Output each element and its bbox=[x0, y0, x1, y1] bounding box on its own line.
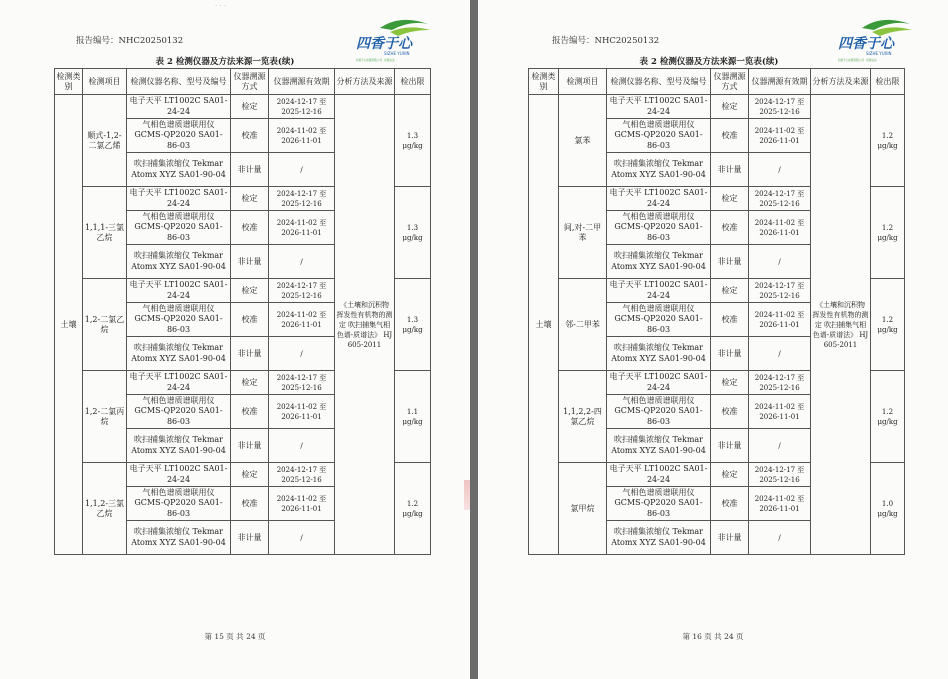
trace-method: 检定 bbox=[711, 95, 749, 119]
header-limit: 检出限 bbox=[871, 69, 905, 95]
validity-period: 2024-11-02 至 2026-11-01 bbox=[749, 211, 811, 245]
validity-period: 2024-11-02 至 2026-11-01 bbox=[269, 119, 335, 153]
item-name: 1,2-二氯乙烷 bbox=[83, 279, 127, 371]
instrument-balance: 电子天平 LT1002C SA01-24-24 bbox=[127, 371, 231, 395]
detection-limit: 1.0 μg/kg bbox=[871, 463, 905, 555]
category-cell: 土壤 bbox=[529, 95, 559, 555]
header-method: 分析方法及来源 bbox=[335, 69, 395, 95]
trace-method: 非计量 bbox=[711, 521, 749, 555]
instrument-purge-trap: 吹扫捕集浓缩仪 Tekmar Atomx XYZ SA01-90-04 bbox=[127, 245, 231, 279]
detection-limit: 1.3 μg/kg bbox=[395, 279, 431, 371]
trace-method: 校准 bbox=[231, 303, 269, 337]
instrument-purge-trap: 吹扫捕集浓缩仪 Tekmar Atomx XYZ SA01-90-04 bbox=[607, 245, 711, 279]
header-validity: 仪器溯源有效期 bbox=[749, 69, 811, 95]
header-instrument: 检测仪器名称、型号及编号 bbox=[607, 69, 711, 95]
instrument-gcms: 气相色谱质谱联用仪 GCMS-QP2020 SA01-86-03 bbox=[607, 119, 711, 153]
instrument-gcms: 气相色谱质谱联用仪 GCMS-QP2020 SA01-86-03 bbox=[607, 395, 711, 429]
instrument-purge-trap: 吹扫捕集浓缩仪 Tekmar Atomx XYZ SA01-90-04 bbox=[607, 337, 711, 371]
header-category: 检测类别 bbox=[55, 69, 83, 95]
page-footer: 第 16 页 共 24 页 bbox=[682, 632, 744, 641]
trace-method: 非计量 bbox=[231, 153, 269, 187]
validity-period: / bbox=[269, 521, 335, 555]
item-name: 氯甲烷 bbox=[559, 463, 607, 555]
table-header-row bbox=[55, 69, 431, 95]
report-page-16 bbox=[478, 0, 948, 679]
header-instrument: 检测仪器名称、型号及编号 bbox=[127, 69, 231, 95]
report-number: 报告编号：NHC20250132 bbox=[552, 36, 660, 46]
instrument-balance: 电子天平 LT1002C SA01-24-24 bbox=[607, 95, 711, 119]
report-page-15 bbox=[0, 0, 470, 679]
validity-period: / bbox=[269, 153, 335, 187]
logo-subtext: SIZHE YUXIN bbox=[866, 51, 892, 56]
header-category: 检测类别 bbox=[529, 69, 559, 95]
header-item: 检测项目 bbox=[83, 69, 127, 95]
header-limit: 检出限 bbox=[395, 69, 431, 95]
validity-period: 2024-11-02 至 2026-11-01 bbox=[269, 211, 335, 245]
instrument-balance: 电子天平 LT1002C SA01-24-24 bbox=[607, 187, 711, 211]
seal-edge-mark bbox=[464, 480, 470, 510]
category-cell: 土壤 bbox=[55, 95, 83, 555]
instrument-purge-trap: 吹扫捕集浓缩仪 Tekmar Atomx XYZ SA01-90-04 bbox=[607, 521, 711, 555]
instrument-gcms: 气相色谱质谱联用仪 GCMS-QP2020 SA01-86-03 bbox=[127, 119, 231, 153]
detection-limit: 1.3 μg/kg bbox=[395, 187, 431, 279]
instrument-gcms: 气相色谱质谱联用仪 GCMS-QP2020 SA01-86-03 bbox=[127, 211, 231, 245]
detection-limit: 1.2 μg/kg bbox=[871, 371, 905, 463]
instrument-purge-trap: 吹扫捕集浓缩仪 Tekmar Atomx XYZ SA01-90-04 bbox=[607, 153, 711, 187]
instrument-balance: 电子天平 LT1002C SA01-24-24 bbox=[127, 95, 231, 119]
validity-period: 2024-12-17 至 2025-12-16 bbox=[749, 279, 811, 303]
trace-method: 非计量 bbox=[231, 429, 269, 463]
instrument-purge-trap: 吹扫捕集浓缩仪 Tekmar Atomx XYZ SA01-90-04 bbox=[127, 429, 231, 463]
validity-period: / bbox=[269, 245, 335, 279]
validity-period: 2024-11-02 至 2026-11-01 bbox=[749, 119, 811, 153]
instrument-balance: 电子天平 LT1002C SA01-24-24 bbox=[607, 463, 711, 487]
instrument-balance: 电子天平 LT1002C SA01-24-24 bbox=[607, 279, 711, 303]
validity-period: / bbox=[749, 153, 811, 187]
instrument-balance: 电子天平 LT1002C SA01-24-24 bbox=[127, 463, 231, 487]
trace-method: 检定 bbox=[711, 463, 749, 487]
instrument-purge-trap: 吹扫捕集浓缩仪 Tekmar Atomx XYZ SA01-90-04 bbox=[607, 429, 711, 463]
detection-limit: 1.2 μg/kg bbox=[871, 187, 905, 279]
item-name: 间,对-二甲苯 bbox=[559, 187, 607, 279]
item-name: 邻-二甲苯 bbox=[559, 279, 607, 371]
trace-method: 检定 bbox=[231, 463, 269, 487]
validity-period: 2024-11-02 至 2026-11-01 bbox=[269, 395, 335, 429]
instrument-balance: 电子天平 LT1002C SA01-24-24 bbox=[127, 187, 231, 211]
trace-method: 校准 bbox=[231, 119, 269, 153]
validity-period: 2024-12-17 至 2025-12-16 bbox=[749, 463, 811, 487]
item-name: 1,1,1-三氯乙烷 bbox=[83, 187, 127, 279]
trace-method: 校准 bbox=[711, 395, 749, 429]
validity-period: 2024-12-17 至 2025-12-16 bbox=[749, 371, 811, 395]
trace-method: 检定 bbox=[711, 187, 749, 211]
validity-period: 2024-12-17 至 2025-12-16 bbox=[269, 371, 335, 395]
logo-text: 四香于心 bbox=[838, 36, 894, 52]
logo-tagline: 四香于心检测有限公司 · 检测认证 bbox=[356, 59, 395, 62]
validity-period: / bbox=[749, 521, 811, 555]
trace-method: 检定 bbox=[231, 279, 269, 303]
logo-text: 四香于心 bbox=[356, 36, 412, 52]
table-row bbox=[529, 95, 905, 119]
instrument-gcms: 气相色谱质谱联用仪 GCMS-QP2020 SA01-86-03 bbox=[607, 487, 711, 521]
validity-period: / bbox=[749, 337, 811, 371]
trace-method: 检定 bbox=[231, 187, 269, 211]
header-method: 分析方法及来源 bbox=[811, 69, 871, 95]
instrument-gcms: 气相色谱质谱联用仪 GCMS-QP2020 SA01-86-03 bbox=[127, 395, 231, 429]
validity-period: 2024-11-02 至 2026-11-01 bbox=[749, 303, 811, 337]
trace-method: 非计量 bbox=[711, 153, 749, 187]
validity-period: 2024-12-17 至 2025-12-16 bbox=[749, 187, 811, 211]
logo-tagline: 四香于心检测有限公司 · 检测认证 bbox=[838, 59, 877, 62]
trace-method: 校准 bbox=[711, 487, 749, 521]
trace-method: 非计量 bbox=[711, 337, 749, 371]
detection-limit: 1.3 μg/kg bbox=[395, 95, 431, 187]
item-name: 顺式-1,2-二氯乙烯 bbox=[83, 95, 127, 187]
instrument-gcms: 气相色谱质谱联用仪 GCMS-QP2020 SA01-86-03 bbox=[607, 211, 711, 245]
validity-period: 2024-12-17 至 2025-12-16 bbox=[269, 187, 335, 211]
validity-period: 2024-11-02 至 2026-11-01 bbox=[269, 303, 335, 337]
trace-method: 校准 bbox=[711, 211, 749, 245]
header-validity: 仪器溯源有效期 bbox=[269, 69, 335, 95]
table-row bbox=[55, 95, 431, 119]
validity-period: / bbox=[749, 429, 811, 463]
instrument-balance: 电子天平 LT1002C SA01-24-24 bbox=[127, 279, 231, 303]
instrument-purge-trap: 吹扫捕集浓缩仪 Tekmar Atomx XYZ SA01-90-04 bbox=[127, 521, 231, 555]
instrument-purge-trap: 吹扫捕集浓缩仪 Tekmar Atomx XYZ SA01-90-04 bbox=[127, 337, 231, 371]
trace-method: 校准 bbox=[231, 211, 269, 245]
validity-period: / bbox=[269, 337, 335, 371]
item-name: 1,1,2,2-四氯乙烷 bbox=[559, 371, 607, 463]
instrument-gcms: 气相色谱质谱联用仪 GCMS-QP2020 SA01-86-03 bbox=[607, 303, 711, 337]
item-name: 1,2-二氯丙烷 bbox=[83, 371, 127, 463]
table-title: 表 2 检测仪器及方法来源一览表(续) bbox=[155, 57, 295, 67]
detection-limit: 1.2 μg/kg bbox=[395, 463, 431, 555]
trace-method: 非计量 bbox=[231, 521, 269, 555]
page-footer: 第 15 页 共 24 页 bbox=[204, 632, 266, 641]
trace-method: 检定 bbox=[711, 371, 749, 395]
validity-period: 2024-12-17 至 2025-12-16 bbox=[269, 463, 335, 487]
validity-period: 2024-11-02 至 2026-11-01 bbox=[749, 487, 811, 521]
trace-method: 校准 bbox=[711, 119, 749, 153]
trace-method: 校准 bbox=[231, 395, 269, 429]
trace-method: 非计量 bbox=[711, 429, 749, 463]
report-number: 报告编号：NHC20250132 bbox=[76, 36, 184, 46]
instrument-gcms: 气相色谱质谱联用仪 GCMS-QP2020 SA01-86-03 bbox=[127, 303, 231, 337]
item-name: 氯苯 bbox=[559, 95, 607, 187]
table-header-row bbox=[529, 69, 905, 95]
analysis-method: 《土壤和沉积物 挥发性有机物的测定 吹扫捕集气相色谱-质谱法》 HJ 605-2011 bbox=[335, 95, 395, 555]
logo-subtext: SIZHE YUXIN bbox=[384, 51, 410, 56]
header-trace-method: 仪器溯源方式 bbox=[231, 69, 269, 95]
trace-method: 非计量 bbox=[231, 337, 269, 371]
item-name: 1,1,2-三氯乙烷 bbox=[83, 463, 127, 555]
detection-limit: 1.1 μg/kg bbox=[395, 371, 431, 463]
trace-method: 检定 bbox=[231, 95, 269, 119]
trace-method: 校准 bbox=[231, 487, 269, 521]
trace-method: 非计量 bbox=[231, 245, 269, 279]
instrument-gcms: 气相色谱质谱联用仪 GCMS-QP2020 SA01-86-03 bbox=[127, 487, 231, 521]
scan-smudge: · · · bbox=[215, 2, 227, 10]
validity-period: / bbox=[749, 245, 811, 279]
detection-limit: 1.2 μg/kg bbox=[871, 279, 905, 371]
validity-period: 2024-11-02 至 2026-11-01 bbox=[749, 395, 811, 429]
validity-period: 2024-12-17 至 2025-12-16 bbox=[749, 95, 811, 119]
validity-period: / bbox=[269, 429, 335, 463]
header-trace-method: 仪器溯源方式 bbox=[711, 69, 749, 95]
header-item: 检测项目 bbox=[559, 69, 607, 95]
analysis-method: 《土壤和沉积物 挥发性有机物的测定 吹扫捕集气相色谱-质谱法》 HJ 605-2011 bbox=[811, 95, 871, 555]
instrument-table bbox=[54, 68, 431, 555]
validity-period: 2024-12-17 至 2025-12-16 bbox=[269, 279, 335, 303]
validity-period: 2024-11-02 至 2026-11-01 bbox=[269, 487, 335, 521]
detection-limit: 1.2 μg/kg bbox=[871, 95, 905, 187]
trace-method: 非计量 bbox=[711, 245, 749, 279]
trace-method: 检定 bbox=[711, 279, 749, 303]
instrument-purge-trap: 吹扫捕集浓缩仪 Tekmar Atomx XYZ SA01-90-04 bbox=[127, 153, 231, 187]
table-title: 表 2 检测仪器及方法来源一览表(续) bbox=[639, 57, 779, 67]
instrument-balance: 电子天平 LT1002C SA01-24-24 bbox=[607, 371, 711, 395]
trace-method: 校准 bbox=[711, 303, 749, 337]
instrument-table bbox=[528, 68, 905, 555]
validity-period: 2024-12-17 至 2025-12-16 bbox=[269, 95, 335, 119]
trace-method: 检定 bbox=[231, 371, 269, 395]
